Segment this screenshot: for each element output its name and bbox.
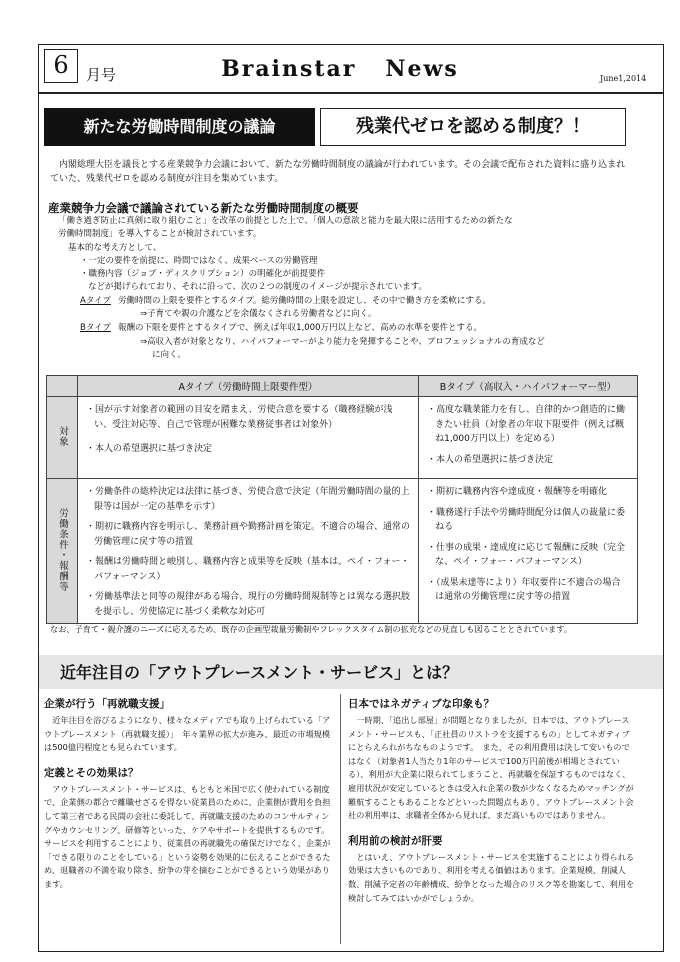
cell-item: ・仕事の成果・達成度に応じて報酬に反映（完全な、ペイ・フォー・パフォーマンス）: [427, 542, 626, 567]
cell-item: ・（成果未達等により）年収要件に不適合の場合は通常の労働管理に戻す等の措置: [427, 577, 621, 602]
table-header-type-a: Aタイプ（労働時間上限要件型）: [78, 376, 419, 397]
table-row: [47, 479, 638, 624]
cell-item: ・報酬は労働時間と峻別し、職務内容と成果等を反映（基本は、ペイ・フォー・パフォーマンス）: [86, 557, 410, 582]
row1-type-a: [78, 397, 419, 479]
row1-type-b: [419, 397, 638, 479]
section1-line: 「働き過ぎ防止に真剣に取り組むこと」を改革の前提とした上で、「個人の意欲と能力を最大限に活用するための新たな: [58, 216, 513, 226]
type-b-sub: ⇒高収入者が対象となり、ハイパフォーマーがより能力を発揮することや、プロフェッショナルの育成など: [140, 337, 545, 347]
cell-item: ・高度な職業能力を有し、自律的かつ創造的に働きたい社員（対象者の年収下限要件（例えば概ね1,000万円以上）を定める）: [427, 405, 626, 444]
cell-item: ・本人の希望選択に基づき決定: [427, 454, 554, 465]
left-subhead: 企業が行う「再就職支援」: [44, 698, 170, 710]
section1-line: 労働時間制度」を導入することが検討されています。: [58, 229, 262, 239]
section1-line: ・一定の要件を前提に、時間ではなく、成果ベースの労働管理: [80, 256, 318, 266]
row-label-conditions: 労働条件・報酬等: [47, 479, 78, 624]
table-corner: [47, 376, 78, 397]
type-a-sub: ⇒子育てや親の介護などを余儀なくされる労働者などに向く。: [140, 309, 377, 319]
table-header-row: [47, 376, 638, 397]
comparison-table: [46, 375, 638, 624]
type-a-description: 労働時間の上限を要件とするタイプ。総労働時間の上限を設定し、その中で働き方を柔軟にする。: [118, 296, 491, 306]
headline-right: 残業代ゼロを認める制度？！: [320, 108, 626, 146]
right-subhead: 利用前の検討が肝要: [348, 834, 443, 847]
table-note: なお、子育て・親介護のニーズに応えるため、既存の企画型裁量労働制やフレックスタイム制の拡充などの見直しも図ることとされています。: [50, 624, 572, 634]
row2-type-b: [419, 479, 638, 624]
newsletter-title: Brainstar News: [221, 56, 459, 82]
row2-type-a: [78, 479, 419, 624]
right-subhead: 日本ではネガティブな印象も？: [348, 698, 495, 710]
right-paragraph: 一時期、「追出し部屋」が問題となりましたが、日本では、アウトプレースメント・サービスも、「正社員のリストラを支援するもの」としてネガティブにとらえられがちなものようです。 また、その利用費用は決して安いものではなく（対象者1人当たり1年のサービスで100万円前後が相場とされている）、利用が大企業に限られてしまうこと、再就職を保証するものではなく、雇用状況が安定しているときは受入れ企業の数が少なくなるためマッチングが難航することもあることなどといった問題点もあり、アウトプレースメント会社の利用率は、求職者全体から見れば、まだ高いものではありません。: [348, 715, 634, 821]
row-label-target: 対象: [47, 397, 78, 479]
cell-item: ・職務遂行手法や労働時間配分は個人の裁量に委ねる: [427, 507, 626, 532]
left-column: [44, 696, 332, 892]
section1-line: ・職務内容（ジョブ・ディスクリプション）の明確化が前提要件: [80, 269, 326, 279]
cell-item: ・期初に職務内容を明示し、業務計画や勤務計画を策定。不適合の場合、通常の労働管理に戻す等の措置: [86, 522, 411, 547]
left-subhead: 定義とその効果は？: [44, 766, 139, 779]
issue-date: June1,2014: [600, 74, 647, 83]
type-b-description: 報酬の下限を要件とするタイプで、例えば年収1,000万円以上など、高めの水準を要件とする。: [118, 323, 482, 333]
type-b-label: Bタイプ: [80, 323, 111, 333]
table-header-type-b: Bタイプ（高収入・ハイパフォーマー型）: [419, 376, 638, 397]
type-b-sub: に向く。: [152, 350, 186, 360]
section1-line: 基本的な考え方として、: [68, 243, 162, 253]
headline-left: 新たな労働時間制度の議論: [44, 108, 315, 146]
cell-item: ・期初に職務内容や達成度・報酬等を明確化: [427, 487, 608, 497]
header-rule: [39, 92, 663, 94]
section1-line: などが掲げられており、それに沿って、次の２つの制度のイメージが提示されています。: [88, 282, 427, 292]
right-column: [348, 696, 636, 905]
cell-item: ・本人の希望選択に基づき決定: [86, 444, 213, 454]
type-a-label: Aタイプ: [80, 296, 111, 306]
cell-item: ・労働基準法と同等の規律がある場合、現行の労働時間規制等とは異なる選択肢を提示し、労使協定に基づく柔軟な対応可: [86, 592, 411, 617]
section2-title: 近年注目の「アウトプレースメント・サービス」とは？: [60, 663, 459, 682]
issue-number: 6: [44, 49, 78, 83]
left-paragraph: 近年注目を浴びるようになり、様々なメディアでも取り上げられている「アウトプレースメント（再就職支援）」 年々業界の拡大が進み、最近の市場規模は500億円程度とも見られています。: [44, 715, 331, 753]
cell-item: ・国が示す対象者の範囲の目安を踏まえ、労使合意を要する（職務経験が浅い、受注対応等、自己で管理が困難な業務従事者は対象外）: [86, 405, 393, 430]
right-paragraph: とはいえ、アウトプレースメント・サービスを実施することにより得られる効果は大きいものであり、利用を考える価値はあります。企業規模、削減人数、削減予定者の年齢構成、紛争となった場合のリスク等を勘案して、利用を検討してみてはいかがでしょうか。: [348, 851, 635, 903]
table-row: [47, 397, 638, 479]
column-divider: [340, 694, 341, 944]
cell-item: ・労働条件の総枠決定は法律に基づき、労使合意で決定（年間労働時間の量的上限等は国が一定の基準を示す）: [86, 487, 410, 512]
left-paragraph: アウトプレースメント・サービスは、もともと米国で広く使われている制度で、企業側の都合で離職せざるを得ない従業員のために、企業側が費用を負担して第三者である民間の会社に委託して、再就職支援のためのコンサルティングやカウンセリング、研修等といった、ケアやサポートを提供するものです。 サービスを利用することにより、従業員の再就職先の確保だけでなく、企業が「できる限りのことをしている」という姿勢を効果的に伝えることができるため、退職者の不満を取り除き、紛争の芽を摘むことができるという効果があります。: [44, 783, 334, 889]
issue-suffix: 月号: [86, 66, 117, 84]
intro-paragraph: 内閣総理大臣を議長とする産業競争力会議において、新たな労働時間制度の議論が行われています。その会議で配布された資料に盛り込まれていた、残業代ゼロを認める制度が注目を集めています。: [50, 160, 626, 184]
section1-title: 産業競争力会議で議論されている新たな労働時間制度の概要: [48, 201, 359, 215]
